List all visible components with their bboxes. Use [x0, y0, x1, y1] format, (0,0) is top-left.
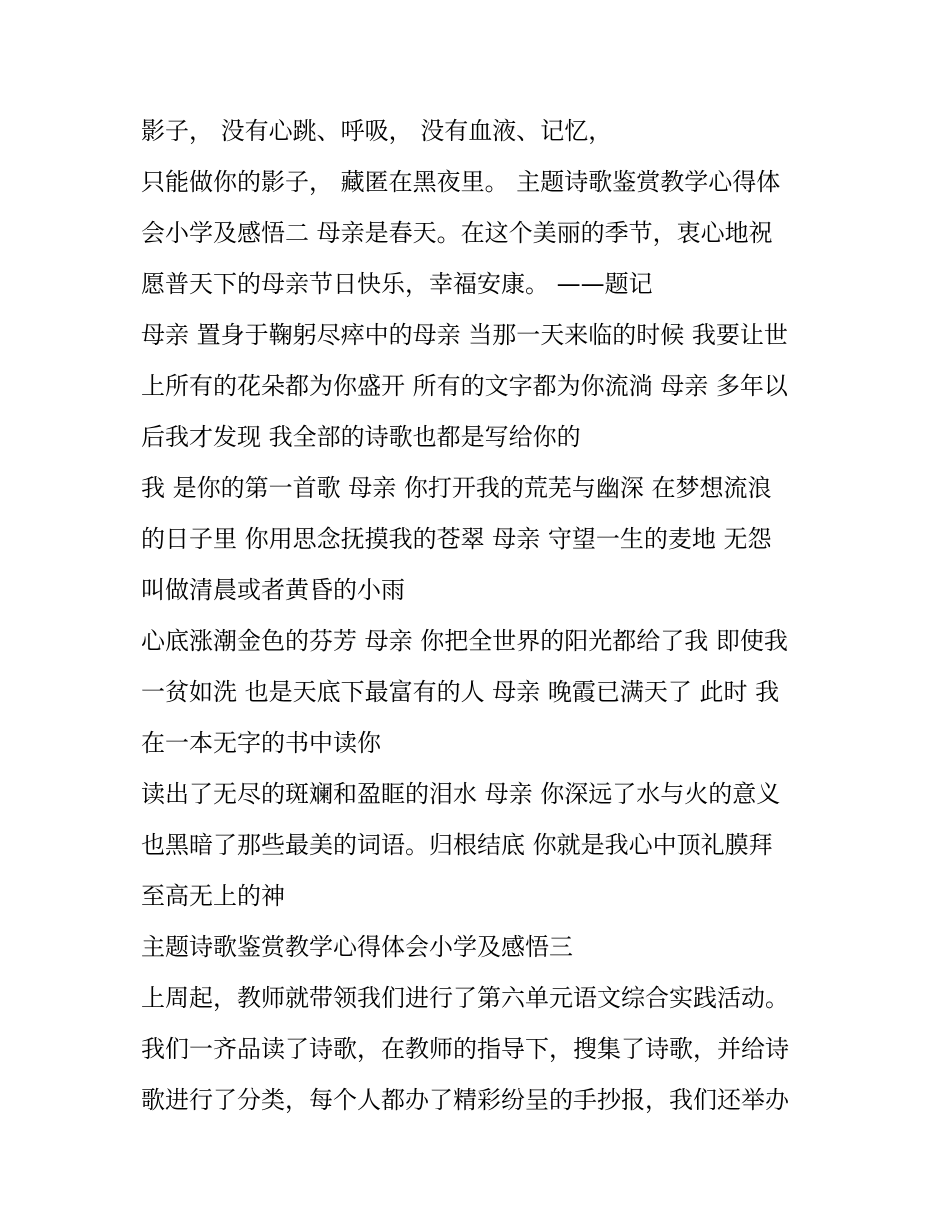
text-line: 母亲 置身于鞠躬尽瘁中的母亲 当那一天来临的时候 我要让世: [141, 321, 788, 349]
text-line: 心底涨潮金色的芬芳 母亲 你把全世界的阳光都给了我 即使我: [141, 627, 788, 655]
text-line: 读出了无尽的斑斓和盈眶的泪水 母亲 你深远了水与火的意义: [141, 780, 781, 808]
text-line: 在一本无字的书中读你: [141, 729, 381, 757]
text-line: 会小学及感悟二 母亲是春天。在这个美丽的季节，衷心地祝: [141, 219, 773, 247]
text-line: 只能做你的影子， 藏匿在黑夜里。 主题诗歌鉴赏教学心得体: [141, 168, 781, 196]
text-line: 歌进行了分类，每个人都办了精彩纷呈的手抄报，我们还举办: [141, 1086, 789, 1114]
text-line: 至高无上的神: [141, 882, 285, 910]
text-line: 后我才发现 我全部的诗歌也都是写给你的: [141, 423, 581, 451]
section-heading: 主题诗歌鉴赏教学心得体会小学及感悟三: [141, 933, 573, 961]
text-line: 的日子里 你用思念抚摸我的苍翠 母亲 守望一生的麦地 无怨: [141, 525, 772, 553]
text-line: 上周起，教师就带领我们进行了第六单元语文综合实践活动。: [141, 984, 789, 1012]
text-line: 影子， 没有心跳、呼吸， 没有血液、记忆，: [141, 117, 613, 145]
text-line: 我们一齐品读了诗歌，在教师的指导下，搜集了诗歌，并给诗: [141, 1035, 789, 1063]
text-line: 叫做清晨或者黄昏的小雨: [141, 576, 405, 604]
text-line: 一贫如洗 也是天底下最富有的人 母亲 晚霞已满天了 此时 我: [141, 678, 780, 706]
text-line: 上所有的花朵都为你盛开 所有的文字都为你流淌 母亲 多年以: [141, 372, 788, 400]
document-body: [141, 106, 821, 1126]
text-line: 我 是你的第一首歌 母亲 你打开我的荒芜与幽深 在梦想流浪: [141, 474, 772, 502]
text-line: 愿普天下的母亲节日快乐，幸福安康。 ——题记: [141, 270, 653, 298]
text-line: 也黑暗了那些最美的词语。归根结底 你就是我心中顶礼膜拜: [141, 831, 773, 859]
